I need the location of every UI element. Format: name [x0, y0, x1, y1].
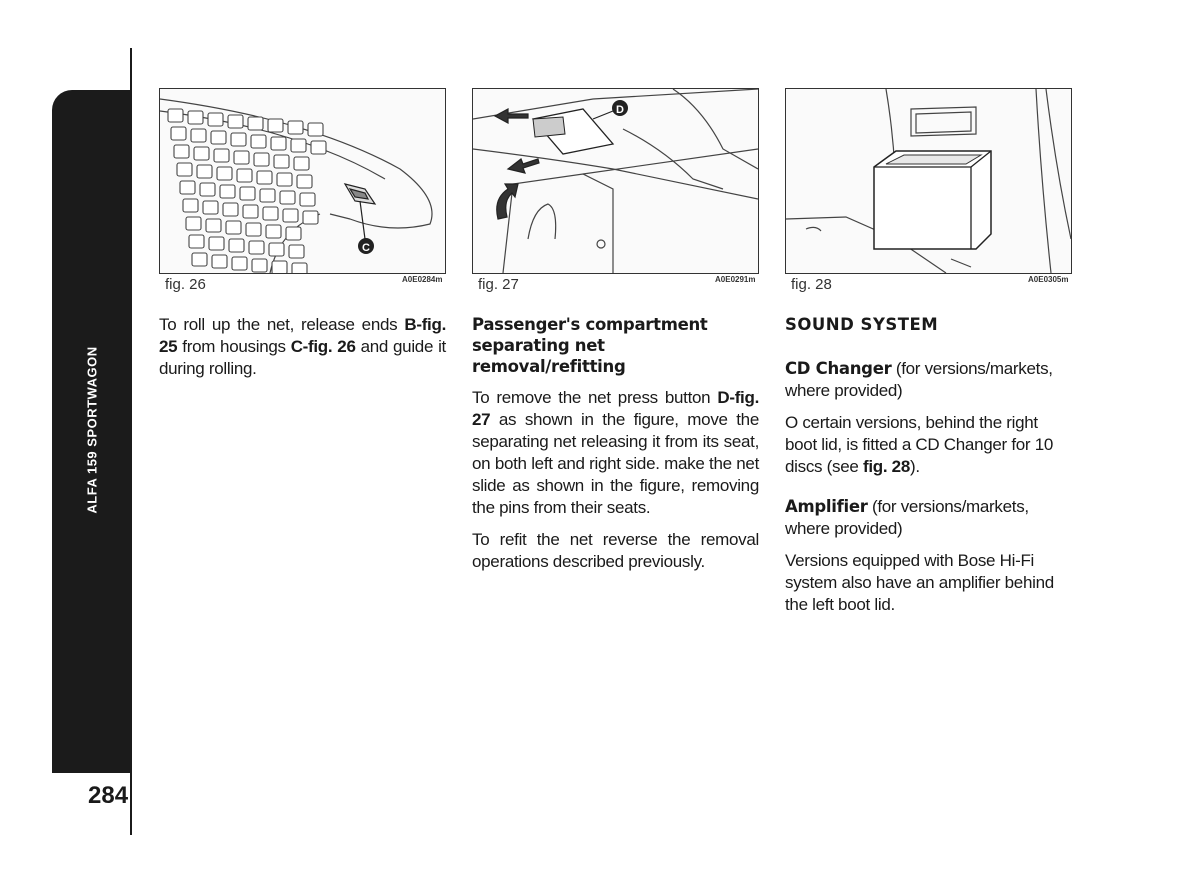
figure-28-caption: fig. 28 [791, 276, 832, 293]
figure-27-caption: fig. 27 [478, 276, 519, 293]
paragraph-cd-changer [785, 412, 1072, 478]
figure-26-code: A0E0284m [402, 275, 443, 284]
cd-changer-title [785, 358, 1072, 402]
paragraph-amplifier: Versions equipped with Bose Hi-Fi system also have an amplifier behind the left boot lid. [785, 551, 1054, 614]
ref-fig-28: fig. 28 [862, 457, 910, 476]
heading-sound-system: SOUND SYSTEM [785, 315, 939, 334]
cd-changer-label: CD Changer [785, 359, 892, 378]
text-run: from housings [177, 337, 291, 356]
figure-27-callout: D [616, 104, 624, 116]
side-tab-label: ALFA 159 SPORTWAGON [84, 346, 100, 514]
text-run: O certain versions, behind the right boot lid, is fitted a CD Changer for 10 discs (see [785, 413, 1054, 476]
paragraph-roll-up-net [159, 314, 446, 380]
amplifier-title [785, 496, 1072, 540]
figure-28-code: A0E0305m [1028, 275, 1069, 284]
paragraph-remove-net [472, 387, 759, 519]
text-column-2 [472, 314, 759, 583]
text-column-1 [159, 314, 446, 390]
page-number: 284 [88, 782, 129, 809]
figure-26-callout: C [362, 242, 370, 254]
side-tab-rule-bottom [130, 773, 132, 835]
figure-26-caption: fig. 26 [165, 276, 206, 293]
figure-27-image [472, 88, 759, 274]
cd-changer-note: (for versions/markets, where provided) [785, 359, 1053, 400]
heading-separating-net: Passenger's compartment separating net removal/refitting [472, 315, 708, 376]
text-run: and guide it during rolling. [159, 337, 446, 378]
figure-28-image [785, 88, 1072, 274]
amplifier-note: (for versions/markets, where provided) [785, 497, 1029, 538]
side-tab-rule-top [130, 48, 132, 92]
text-run: To remove the net press button [472, 388, 718, 407]
text-column-3 [785, 314, 1072, 626]
ref-d-fig-27: D-fig. 27 [472, 388, 759, 429]
text-run: ). [909, 457, 920, 476]
figure-26-image [159, 88, 446, 274]
ref-c-fig-26: C-fig. 26 [290, 337, 356, 356]
text-run: as shown in the figure, move the separating net releasing it from its seat, on both left and right side. make the net slide as shown in the figure, removing the pins from their seats. [472, 410, 759, 517]
paragraph-refit-net: To refit the net reverse the removal operations described previously. [472, 530, 759, 571]
text-run: To roll up the net, release ends [159, 315, 405, 334]
ref-b-fig-25: B-fig. 25 [159, 315, 446, 356]
amplifier-label: Amplifier [785, 497, 868, 516]
figure-27-code: A0E0291m [715, 275, 756, 284]
